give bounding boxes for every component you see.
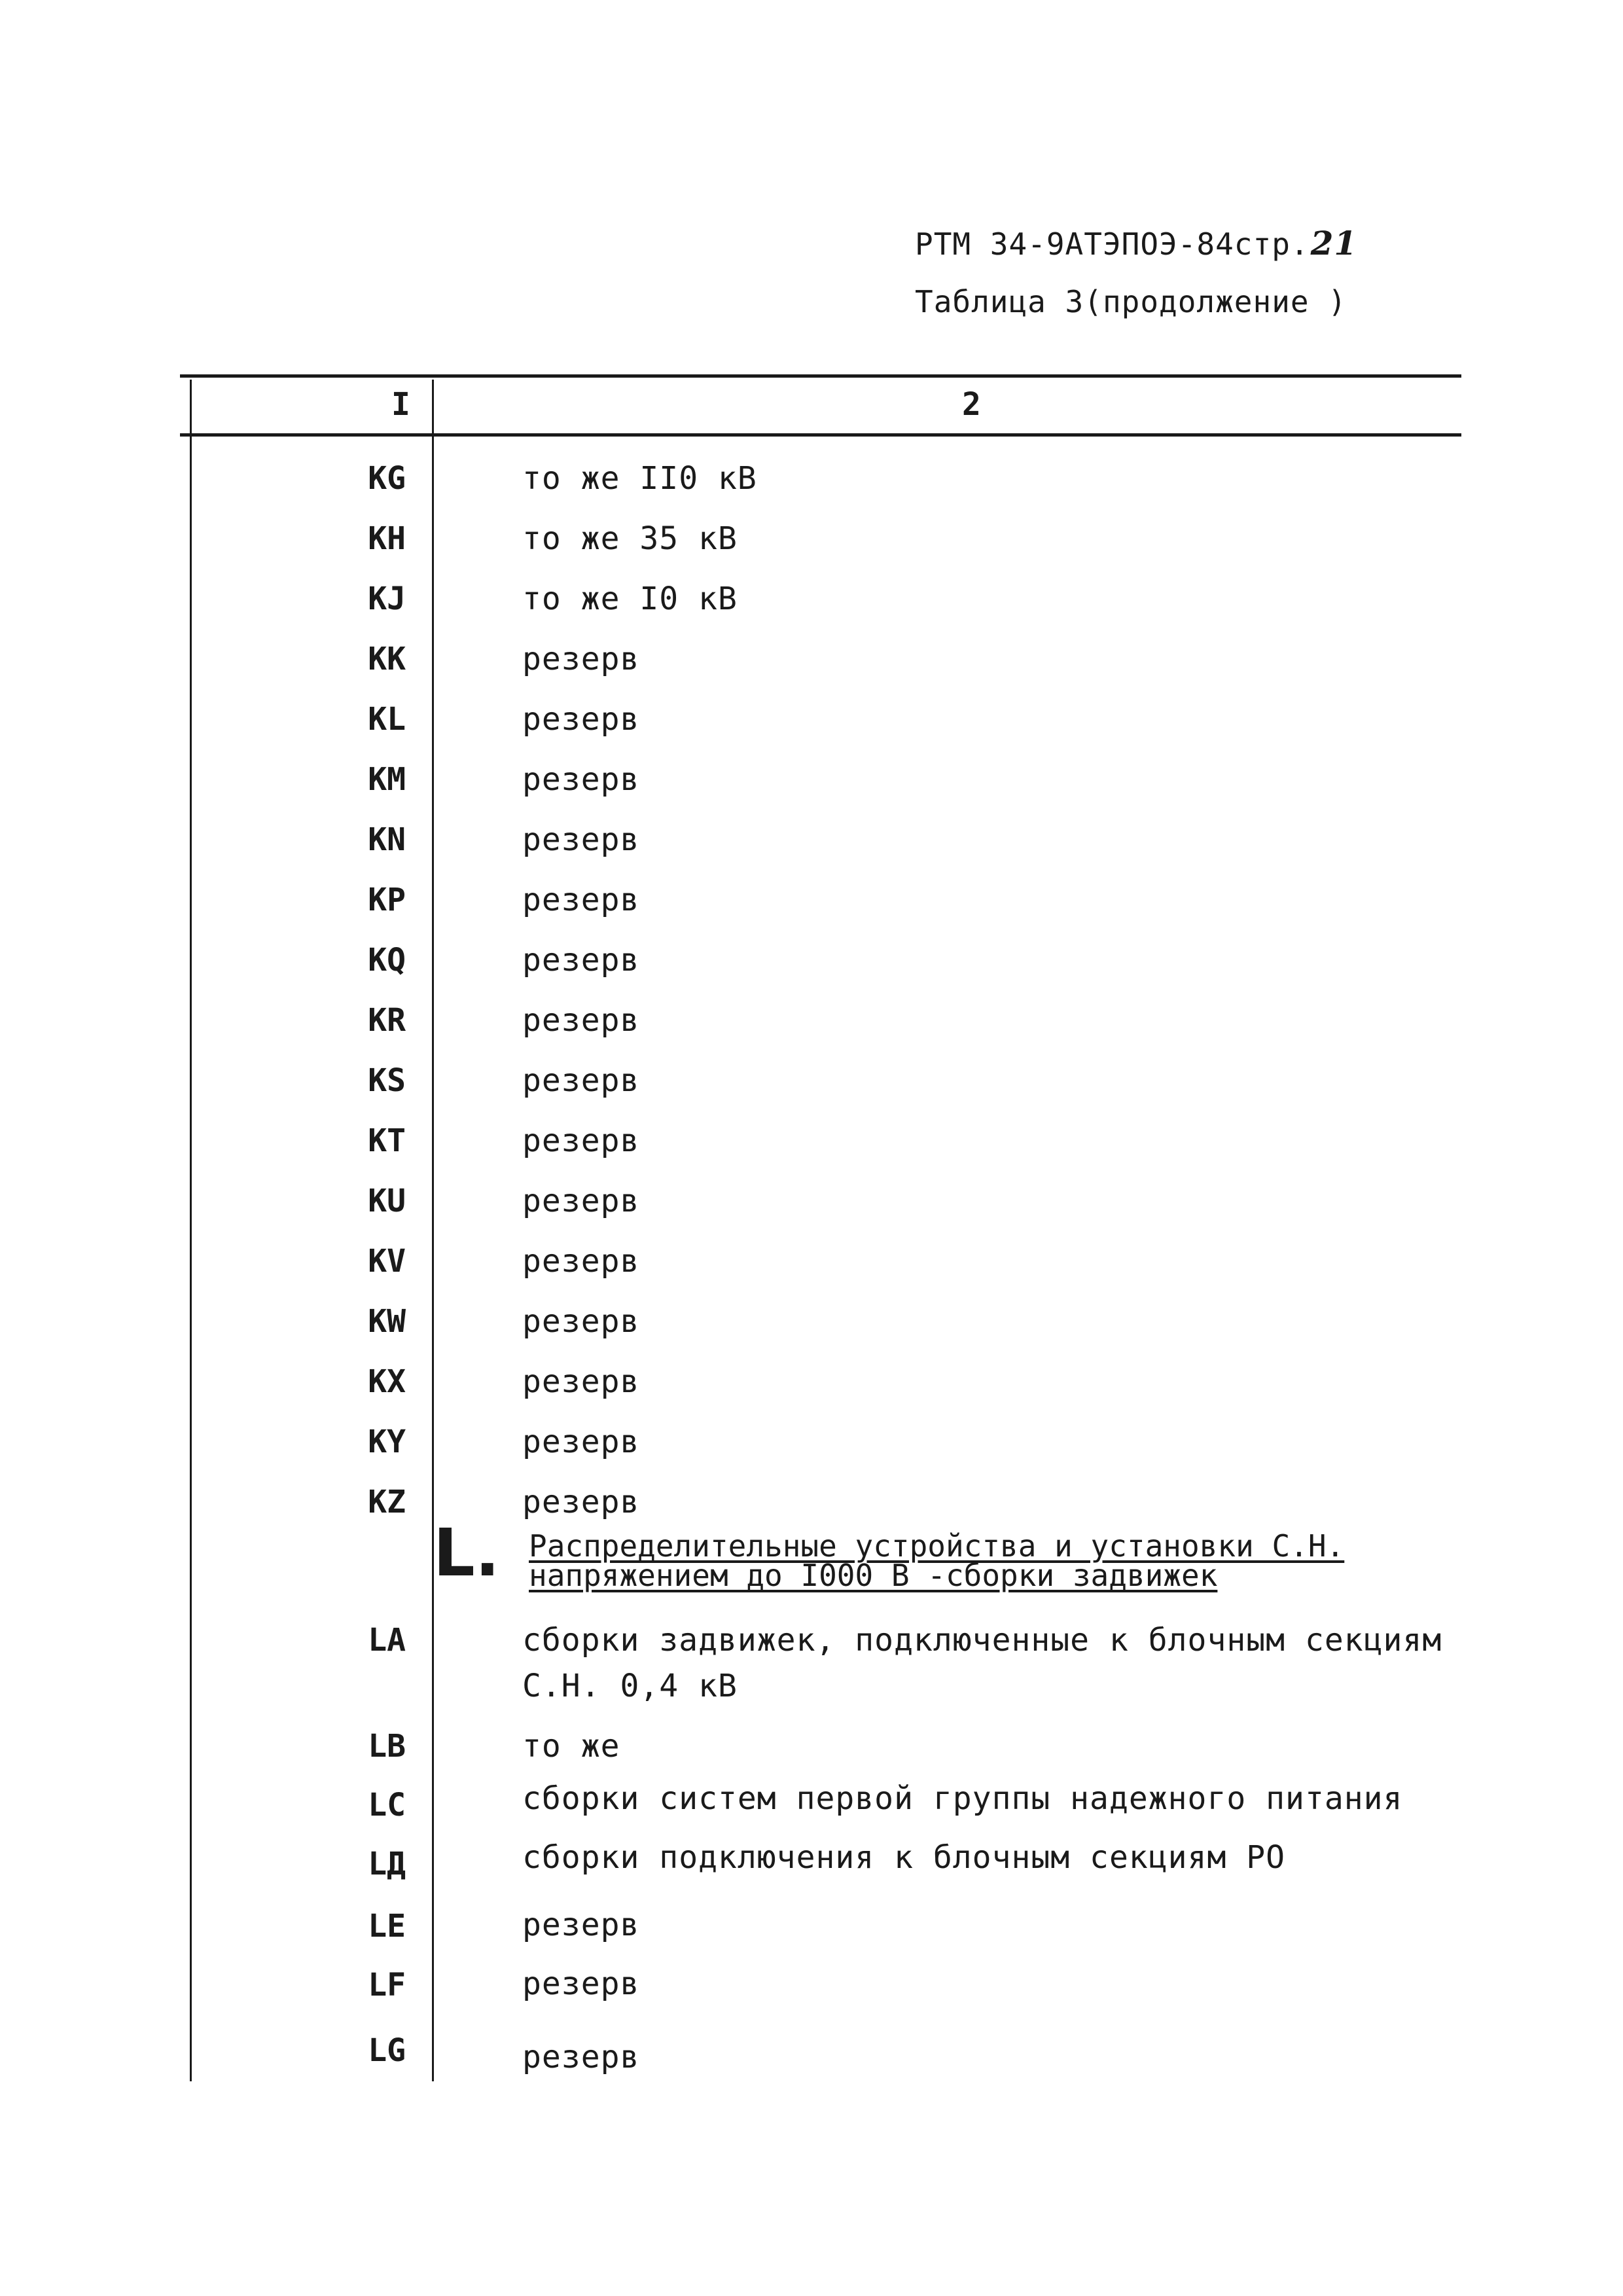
table-left-border (190, 380, 192, 2081)
row-code: KX (368, 1363, 406, 1400)
row-code: KU (368, 1183, 406, 1219)
row-code: KW (368, 1303, 406, 1340)
row-code: LA (368, 1622, 406, 1659)
row-code: KS (368, 1062, 406, 1099)
row-description: резерв (522, 1122, 640, 1159)
row-code: LF (368, 1967, 406, 2003)
row-description: резерв (522, 761, 640, 798)
row-description: резерв (522, 2039, 640, 2075)
row-code: KY (368, 1424, 406, 1460)
section-title-line-1: Распределительные устройства и установки С.Н. (529, 1528, 1345, 1564)
row-description: сборки подключения к блочным секциям РО (522, 1839, 1286, 1876)
row-code: KT (368, 1122, 406, 1159)
row-description: резерв (522, 1907, 640, 1943)
table-title: Таблица 3(продолжение ) (915, 284, 1347, 319)
row-description: резерв (522, 641, 640, 677)
row-code: KM (368, 761, 406, 798)
row-description: резерв (522, 882, 640, 918)
column-1-header: I (391, 386, 410, 423)
table-column-divider (432, 380, 434, 2081)
row-description: резерв (522, 821, 640, 858)
document-code: РТМ 34-9АТЭПОЭ-84стр. (915, 226, 1310, 262)
row-code: LG (368, 2032, 406, 2069)
row-code: LE (368, 1908, 406, 1945)
row-description: резерв (522, 1002, 640, 1039)
row-description: резерв (522, 1424, 640, 1460)
row-code: LB (368, 1728, 406, 1765)
row-description: то же 35 кВ (522, 520, 738, 557)
row-code: KP (368, 882, 406, 918)
row-description: резерв (522, 1062, 640, 1099)
row-description: то же I0 кВ (522, 581, 738, 617)
section-letter: L. (433, 1515, 500, 1591)
row-code: KJ (368, 581, 406, 617)
page-number: 21 (1310, 224, 1358, 262)
row-code: KV (368, 1243, 406, 1280)
row-description: то же II0 кВ (522, 460, 757, 497)
table-top-rule (180, 374, 1461, 378)
document-reference (915, 224, 1357, 262)
row-code: KL (368, 701, 406, 738)
row-description: резерв (522, 1243, 640, 1280)
column-2-header: 2 (962, 386, 981, 423)
row-description: то же (522, 1728, 620, 1765)
row-description: резерв (522, 942, 640, 978)
row-code: KQ (368, 942, 406, 978)
row-description-continuation: С.Н. 0,4 кВ (522, 1668, 738, 1704)
row-description: резерв (522, 1303, 640, 1340)
row-code: LД (368, 1846, 406, 1882)
row-code: KR (368, 1002, 406, 1039)
row-code: LC (368, 1787, 406, 1823)
row-description: резерв (522, 1484, 640, 1520)
row-description: резерв (522, 1965, 640, 2002)
row-description: резерв (522, 1183, 640, 1219)
row-code: KG (368, 460, 406, 497)
row-code: KK (368, 641, 406, 677)
row-description: резерв (522, 701, 640, 738)
row-code: KZ (368, 1484, 406, 1520)
row-code: KH (368, 520, 406, 557)
row-description: сборки систем первой группы надежного питания (522, 1780, 1403, 1817)
row-description: резерв (522, 1363, 640, 1400)
row-code: KN (368, 821, 406, 858)
section-title-line-2: напряжением до I000 В -сборки задвижек (529, 1558, 1218, 1593)
row-description: сборки задвижек, подключенные к блочным секциям (522, 1622, 1442, 1659)
table-header-rule (180, 433, 1461, 437)
